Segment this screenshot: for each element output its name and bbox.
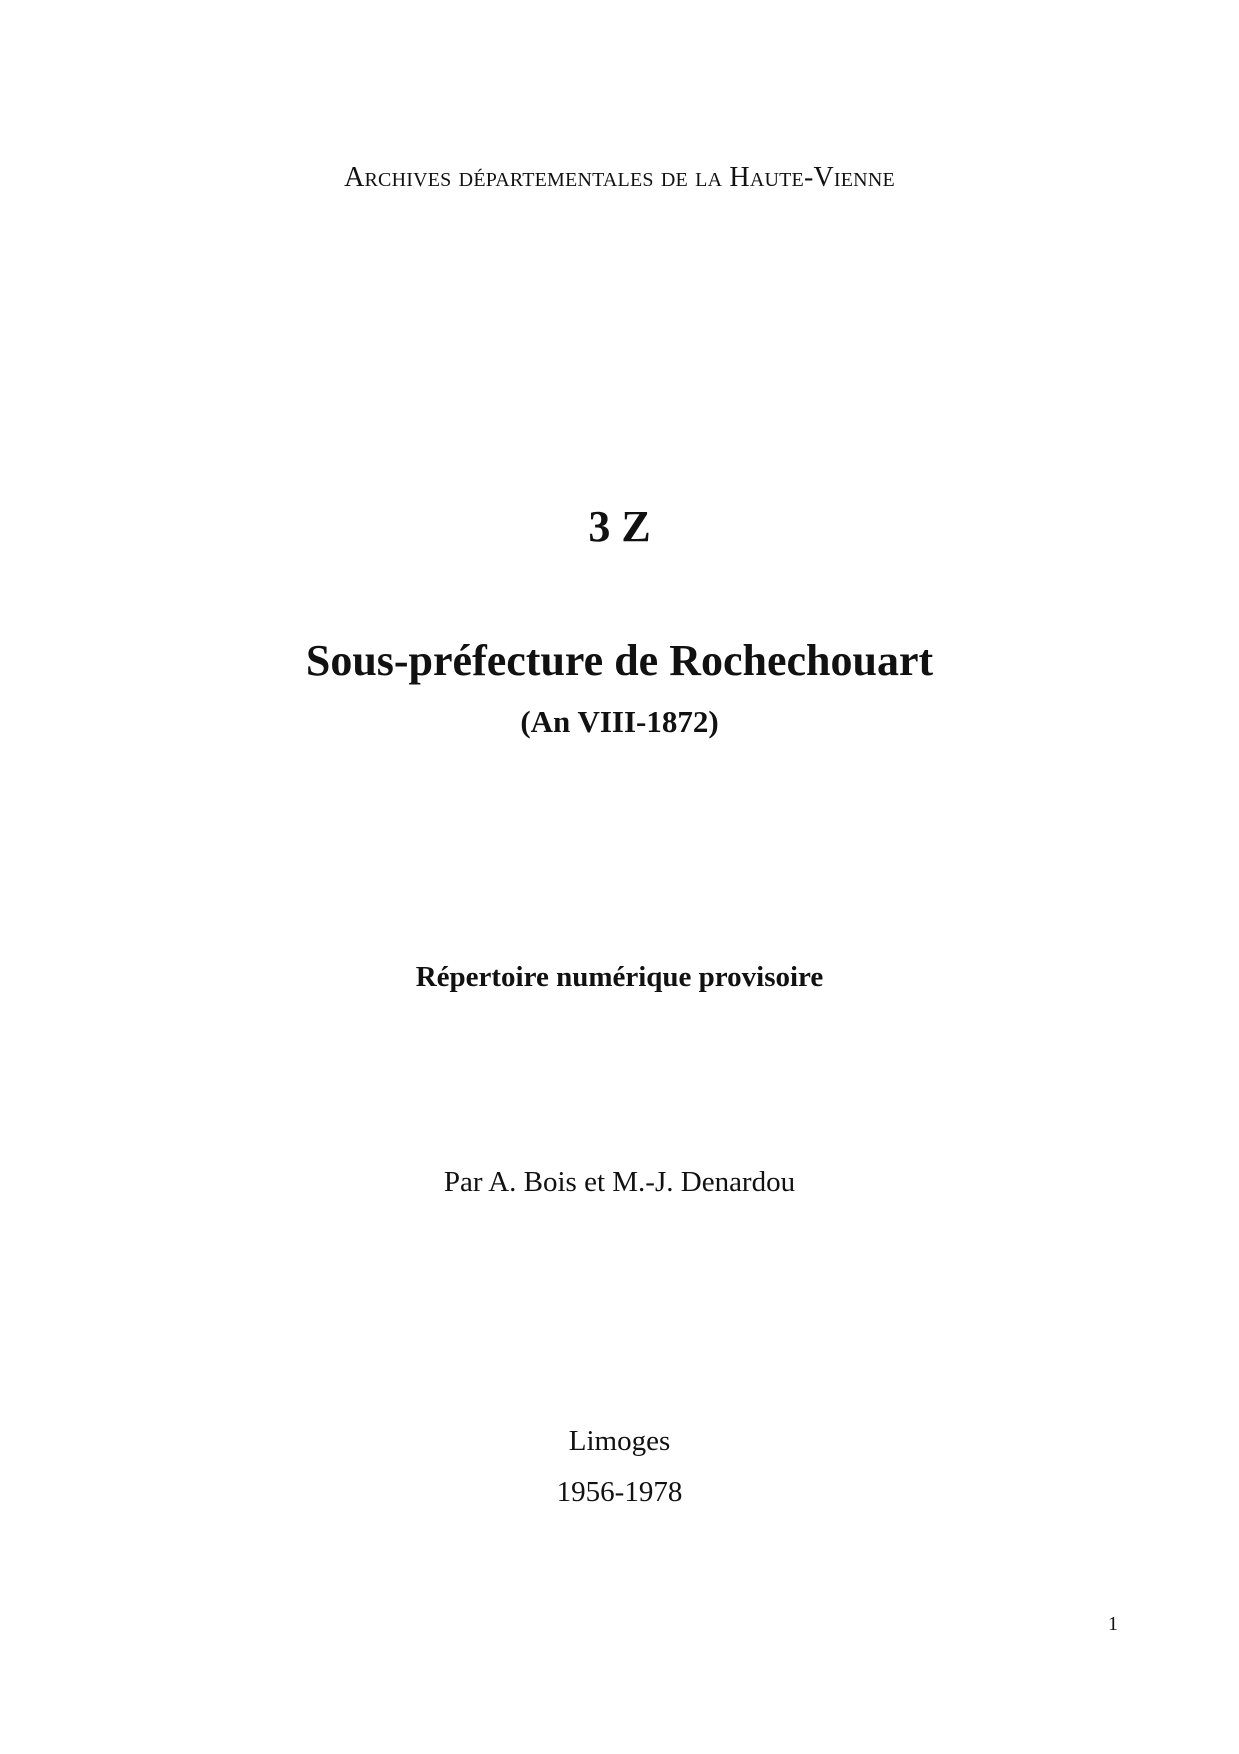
document-type: Répertoire numérique provisoire	[415, 961, 824, 993]
fonds-code: 3 Z	[588, 502, 651, 551]
document-title: Sous-préfecture de Rochechouart	[305, 636, 934, 685]
publication-years: 1956-1978	[556, 1476, 683, 1508]
date-range: (An VIII-1872)	[520, 704, 719, 739]
institution-header: Archives départementales de la Haute-Vienne	[344, 162, 895, 193]
authors: Par A. Bois et M.-J. Denardou	[443, 1166, 796, 1198]
publication-place: Limoges	[568, 1425, 671, 1457]
page-number: 1	[1108, 1613, 1118, 1635]
